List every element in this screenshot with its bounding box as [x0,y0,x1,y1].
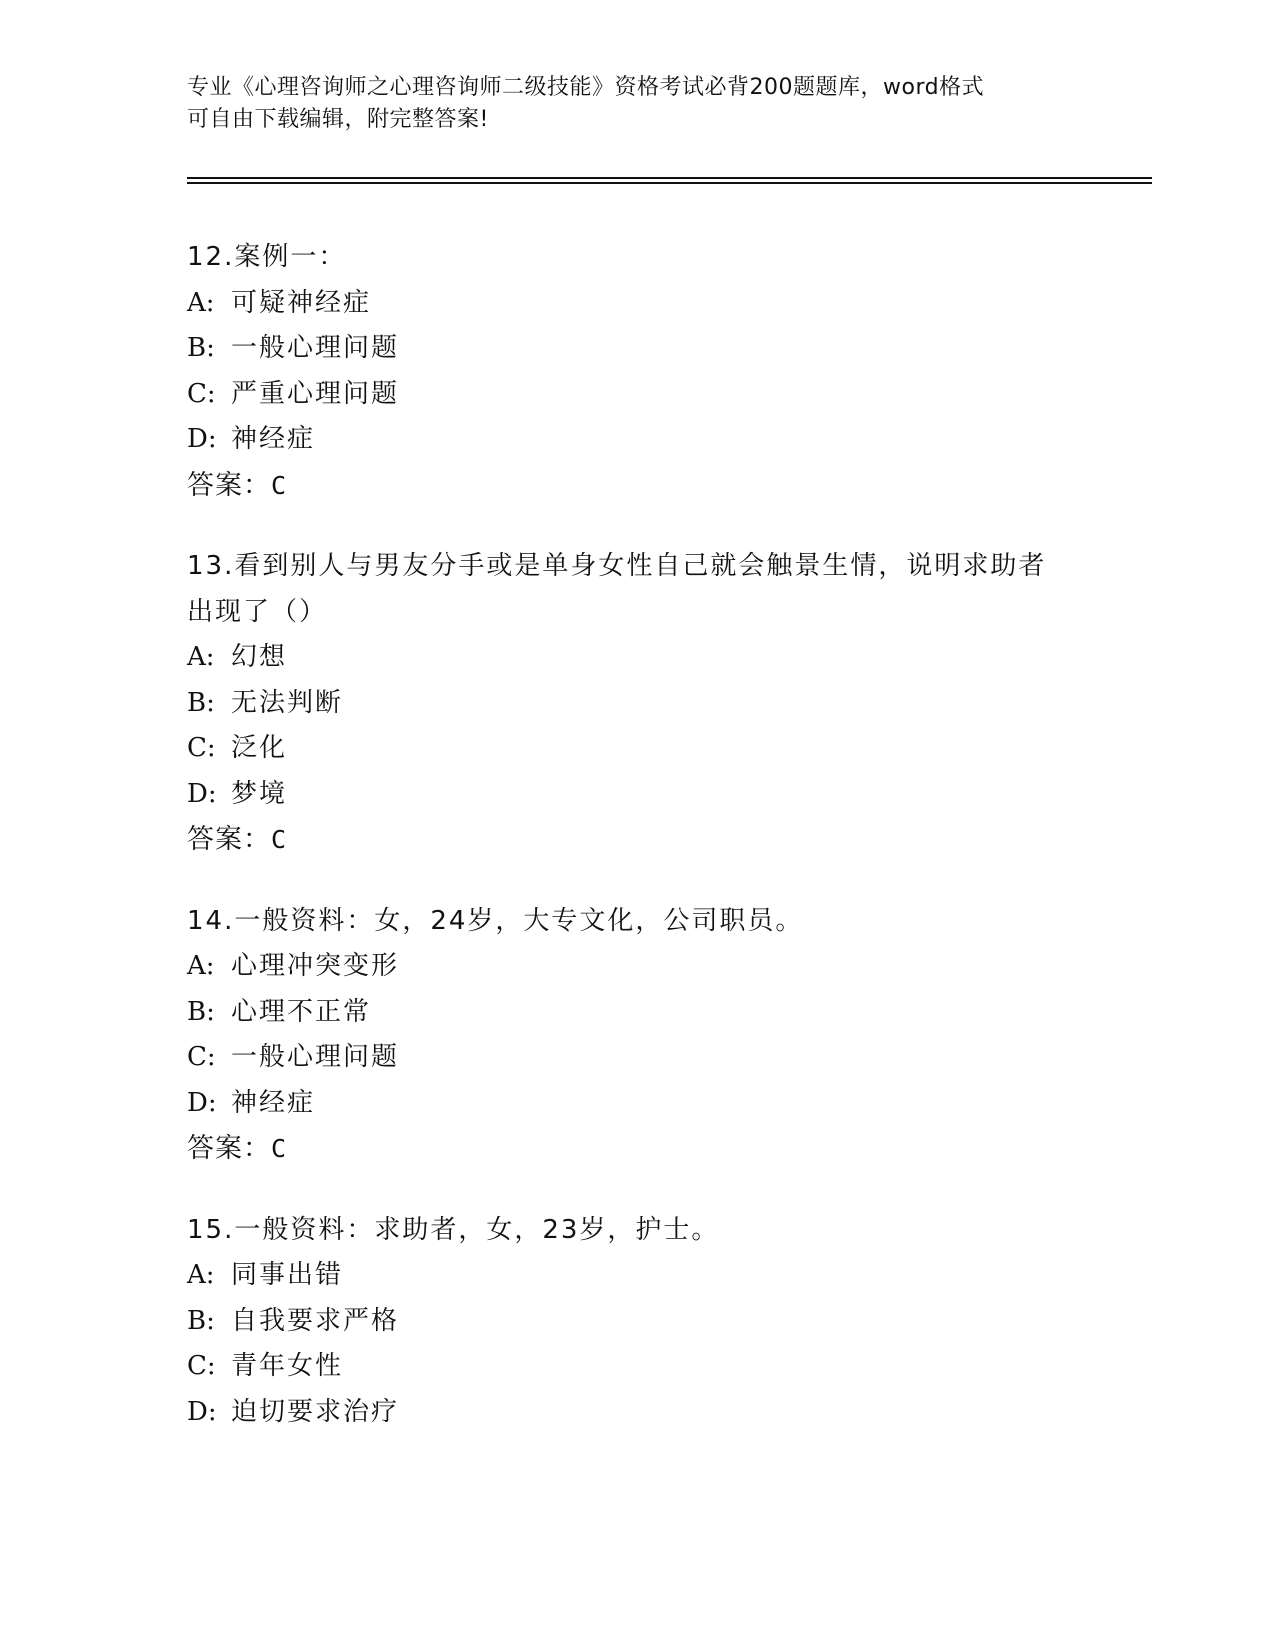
option-letter: C: [187,733,216,763]
option-text: 自我要求严格 [231,1305,400,1336]
option-text: 无法判断 [231,687,344,718]
option-row [187,417,1087,463]
option-row [187,281,1087,327]
option-row [187,1390,1087,1436]
option-text: 可疑神经症 [231,287,372,318]
question-stem: 15.一般资料：求助者，女，23岁，护士。 [187,1214,720,1245]
option-text: 一般心理问题 [231,333,400,363]
answer-line [187,817,1087,863]
option-text: 迫切要求治疗 [231,1396,400,1427]
option-row [187,772,1087,818]
header-rule-top [187,177,1152,179]
question-block [187,899,1087,1172]
option-text: 一般心理问题 [231,1042,400,1072]
answer-label: 答案： [187,469,271,501]
question-stem: 出现了（） [187,596,328,627]
option-row [187,1299,1087,1345]
option-letter: D: [187,1396,217,1427]
option-letter: D: [187,778,217,809]
option-text: 心理不正常 [231,996,372,1027]
option-text: 同事出错 [231,1260,344,1290]
option-letter: C: [187,1351,216,1381]
header-line-2: 可自由下载编辑，附完整答案! [187,107,489,132]
option-text: 神经症 [231,424,316,454]
question-list [187,235,1087,1471]
option-text: 梦境 [231,778,288,809]
option-letter: A: [187,951,215,981]
option-row [187,372,1087,418]
answer-value: C [271,1134,288,1163]
option-letter: B: [187,687,215,718]
question-stem: 12.案例一： [187,242,347,272]
option-row [187,1344,1087,1390]
question-stem: 13.看到别人与男友分手或是单身女性自己就会触景生情，说明求助者 [187,551,1047,581]
question-stem: 14.一般资料：女，24岁，大专文化，公司职员。 [187,905,804,936]
answer-line [187,1126,1087,1172]
question-block [187,1208,1087,1436]
option-row [187,1035,1087,1081]
option-letter: B: [187,1305,215,1336]
option-letter: B: [187,333,215,363]
option-row [187,1081,1087,1127]
option-letter: C: [187,378,216,409]
answer-value: C [271,825,288,854]
option-row [187,681,1087,727]
option-text: 泛化 [231,733,288,763]
option-text: 青年女性 [231,1351,344,1381]
header-rule-bottom [187,182,1152,184]
option-row [187,944,1087,990]
option-letter: A: [187,1260,215,1290]
option-letter: C: [187,1042,216,1072]
option-text: 严重心理问题 [231,378,400,409]
document-header [187,72,1067,136]
option-row [187,990,1087,1036]
option-letter: D: [187,424,217,454]
option-row [187,326,1087,372]
option-text: 神经症 [231,1087,316,1118]
option-row [187,1253,1087,1299]
answer-label: 答案： [187,824,271,855]
option-text: 幻想 [231,642,288,672]
question-block [187,544,1087,863]
option-letter: A: [187,287,215,318]
question-block [187,235,1087,508]
header-line-1: 专业《心理咨询师之心理咨询师二级技能》资格考试必背200题题库，word格式 [187,75,985,100]
option-letter: A: [187,642,215,672]
option-letter: B: [187,996,215,1027]
option-row [187,726,1087,772]
option-text: 心理冲突变形 [231,951,400,981]
answer-value: C [271,470,288,500]
answer-label: 答案： [187,1133,271,1164]
option-row [187,635,1087,681]
answer-line [187,463,1087,509]
option-letter: D: [187,1087,217,1118]
